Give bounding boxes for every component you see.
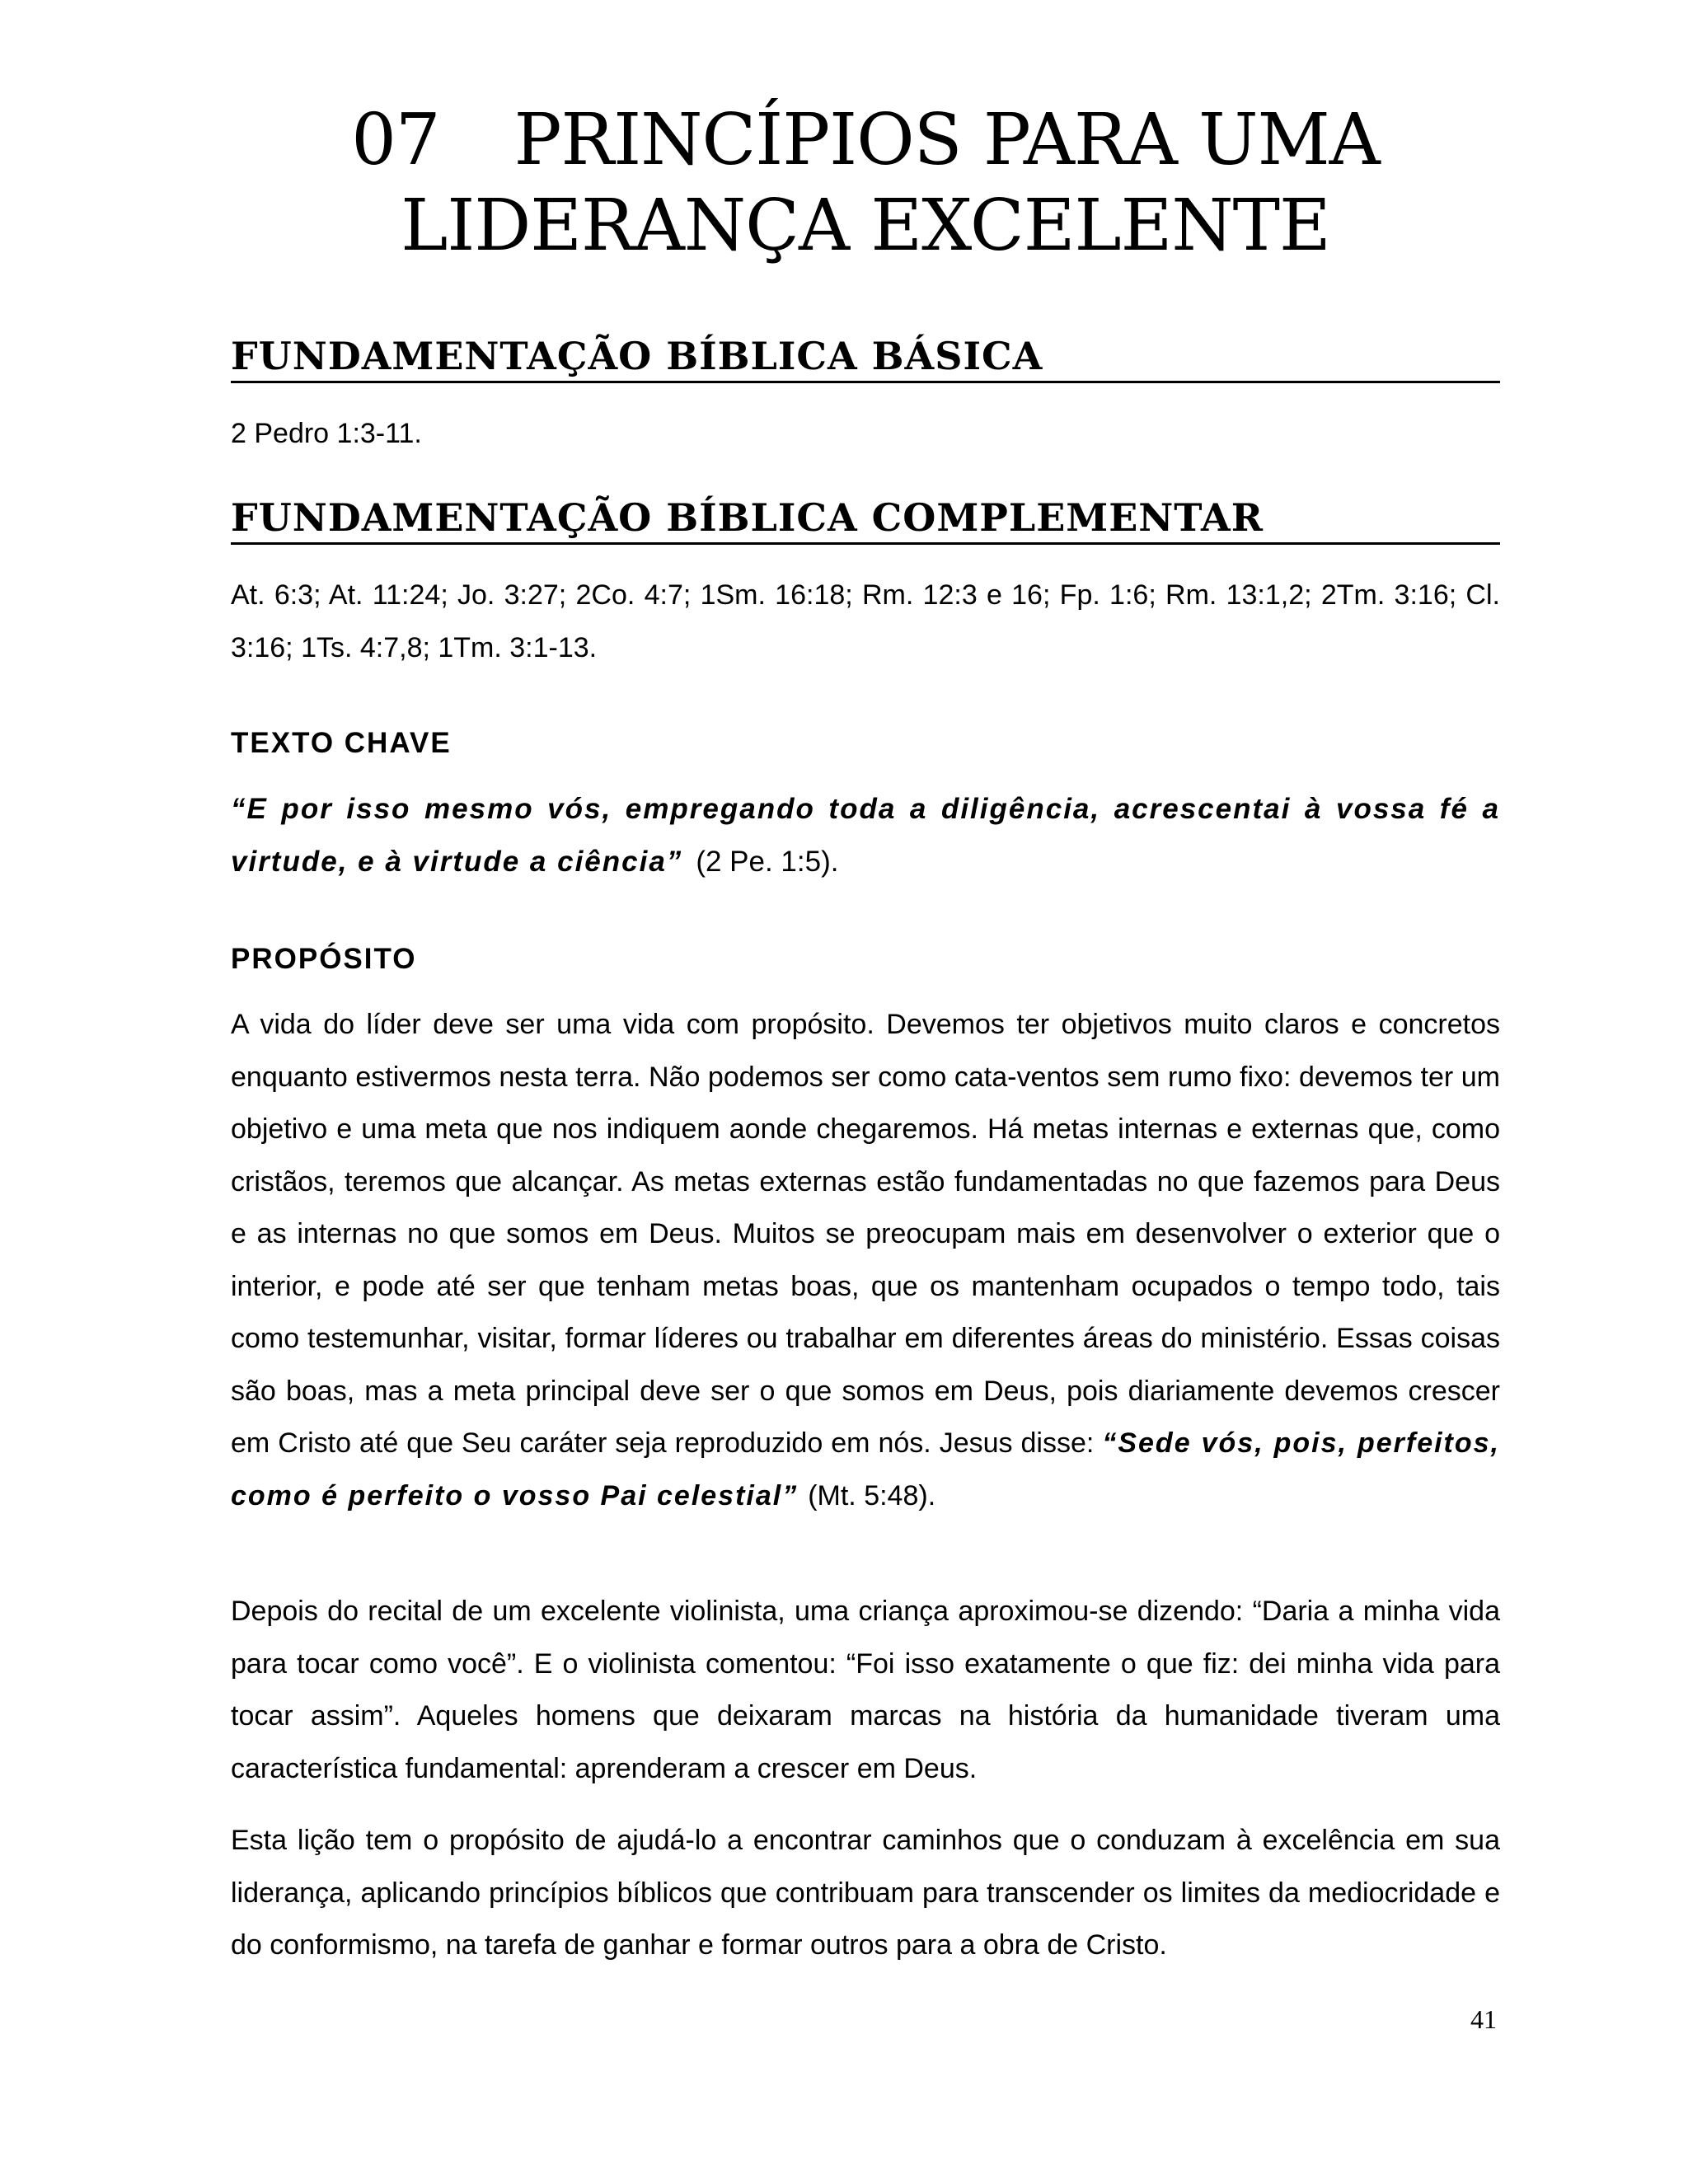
complementary-foundation-references: At. 6:3; At. 11:24; Jo. 3:27; 2Co. 4:7; 1Sm. 16:18; Rm. 12:3 e 16; Fp. 1:6; Rm. 13:1,2; 2Tm. 3:16; Cl. 3:16; 1Ts. 4:7,8; 1Tm. 3:1-13. [231,579,1500,663]
key-text-quote: “E por isso mesmo vós, empregando toda a diligência, acrescentai à vossa fé a virtude, e à virtude a ciência” [231,793,1500,878]
purpose-heading: PROPÓSITO [231,943,417,975]
purpose-paragraph-2: Depois do recital de um excelente violinista, uma criança aproximou-se dizendo: “Daria a minha vida para tocar como você”. E o violinista comentou: “Foi isso exatamente o que fiz: dei minha vida para tocar assim”. Aqueles homens que deixaram marcas na história da humanidade tiveram uma característica fundamental: aprenderam a crescer em Deus. [231,1596,1500,1784]
jesus-quote: “Sede vós, pois, perfeitos, como é perfeito o vosso Pai celestial” [231,1427,1500,1511]
chapter-title-line-1: PRINCÍPIOS PARA UMA [513,99,1380,181]
chapter-title [231,97,1500,269]
page-number: 41 [1470,2004,1497,2034]
key-text-verse [231,783,1500,888]
purpose-paragraph-1-text: A vida do líder deve ser uma vida com propósito. Devemos ter objetivos muito claros e concretos enquanto estivermos nesta terra. Não podemos ser como cata-ventos sem rumo fixo: devemos ter um objetivo e uma meta que nos indiquem aonde chegaremos. Há metas internas e externas que, como cristãos, teremos que alcançar. As metas externas estão fundamentadas no que fazemos para Deus e as internas no que somos em Deus. Muitos se preocupam mais em desenvolver o exterior que o interior, e pode até ser que tenham metas boas, que os mantenham ocupados o tempo todo, tais como testemunhar, visitar, formar líderes ou trabalhar em diferentes áreas do ministério. Essas coisas são boas, mas a meta principal deve ser o que somos em Deus, pois diariamente devemos crescer em Cristo até que Seu caráter seja reproduzido em nós. Jesus disse: [231,1009,1500,1459]
key-text-heading: TEXTO CHAVE [231,727,452,759]
jesus-quote-citation: (Mt. 5:48). [808,1479,936,1511]
basic-foundation-heading: FUNDAMENTAÇÃO BÍBLICA BÁSICA [231,333,1500,383]
chapter-title-line-2: LIDERANÇA EXCELENTE [401,185,1330,267]
chapter-number: 07 [351,99,440,181]
key-text-citation: (2 Pe. 1:5). [696,846,839,878]
basic-foundation-reference: 2 Pedro 1:3-11. [231,418,422,449]
purpose-paragraph-3: Esta lição tem o propósito de ajudá-lo a encontrar caminhos que o conduzam à excelência em sua liderança, aplicando princípios bíblicos que contribuam para transcender os limites da mediocridade e do conformismo, na tarefa de ganhar e formar outros para a obra de Cristo. [231,1825,1500,1961]
complementary-foundation-heading: FUNDAMENTAÇÃO BÍBLICA COMPLEMENTAR [231,494,1500,545]
purpose-paragraph-1 [231,999,1500,1522]
